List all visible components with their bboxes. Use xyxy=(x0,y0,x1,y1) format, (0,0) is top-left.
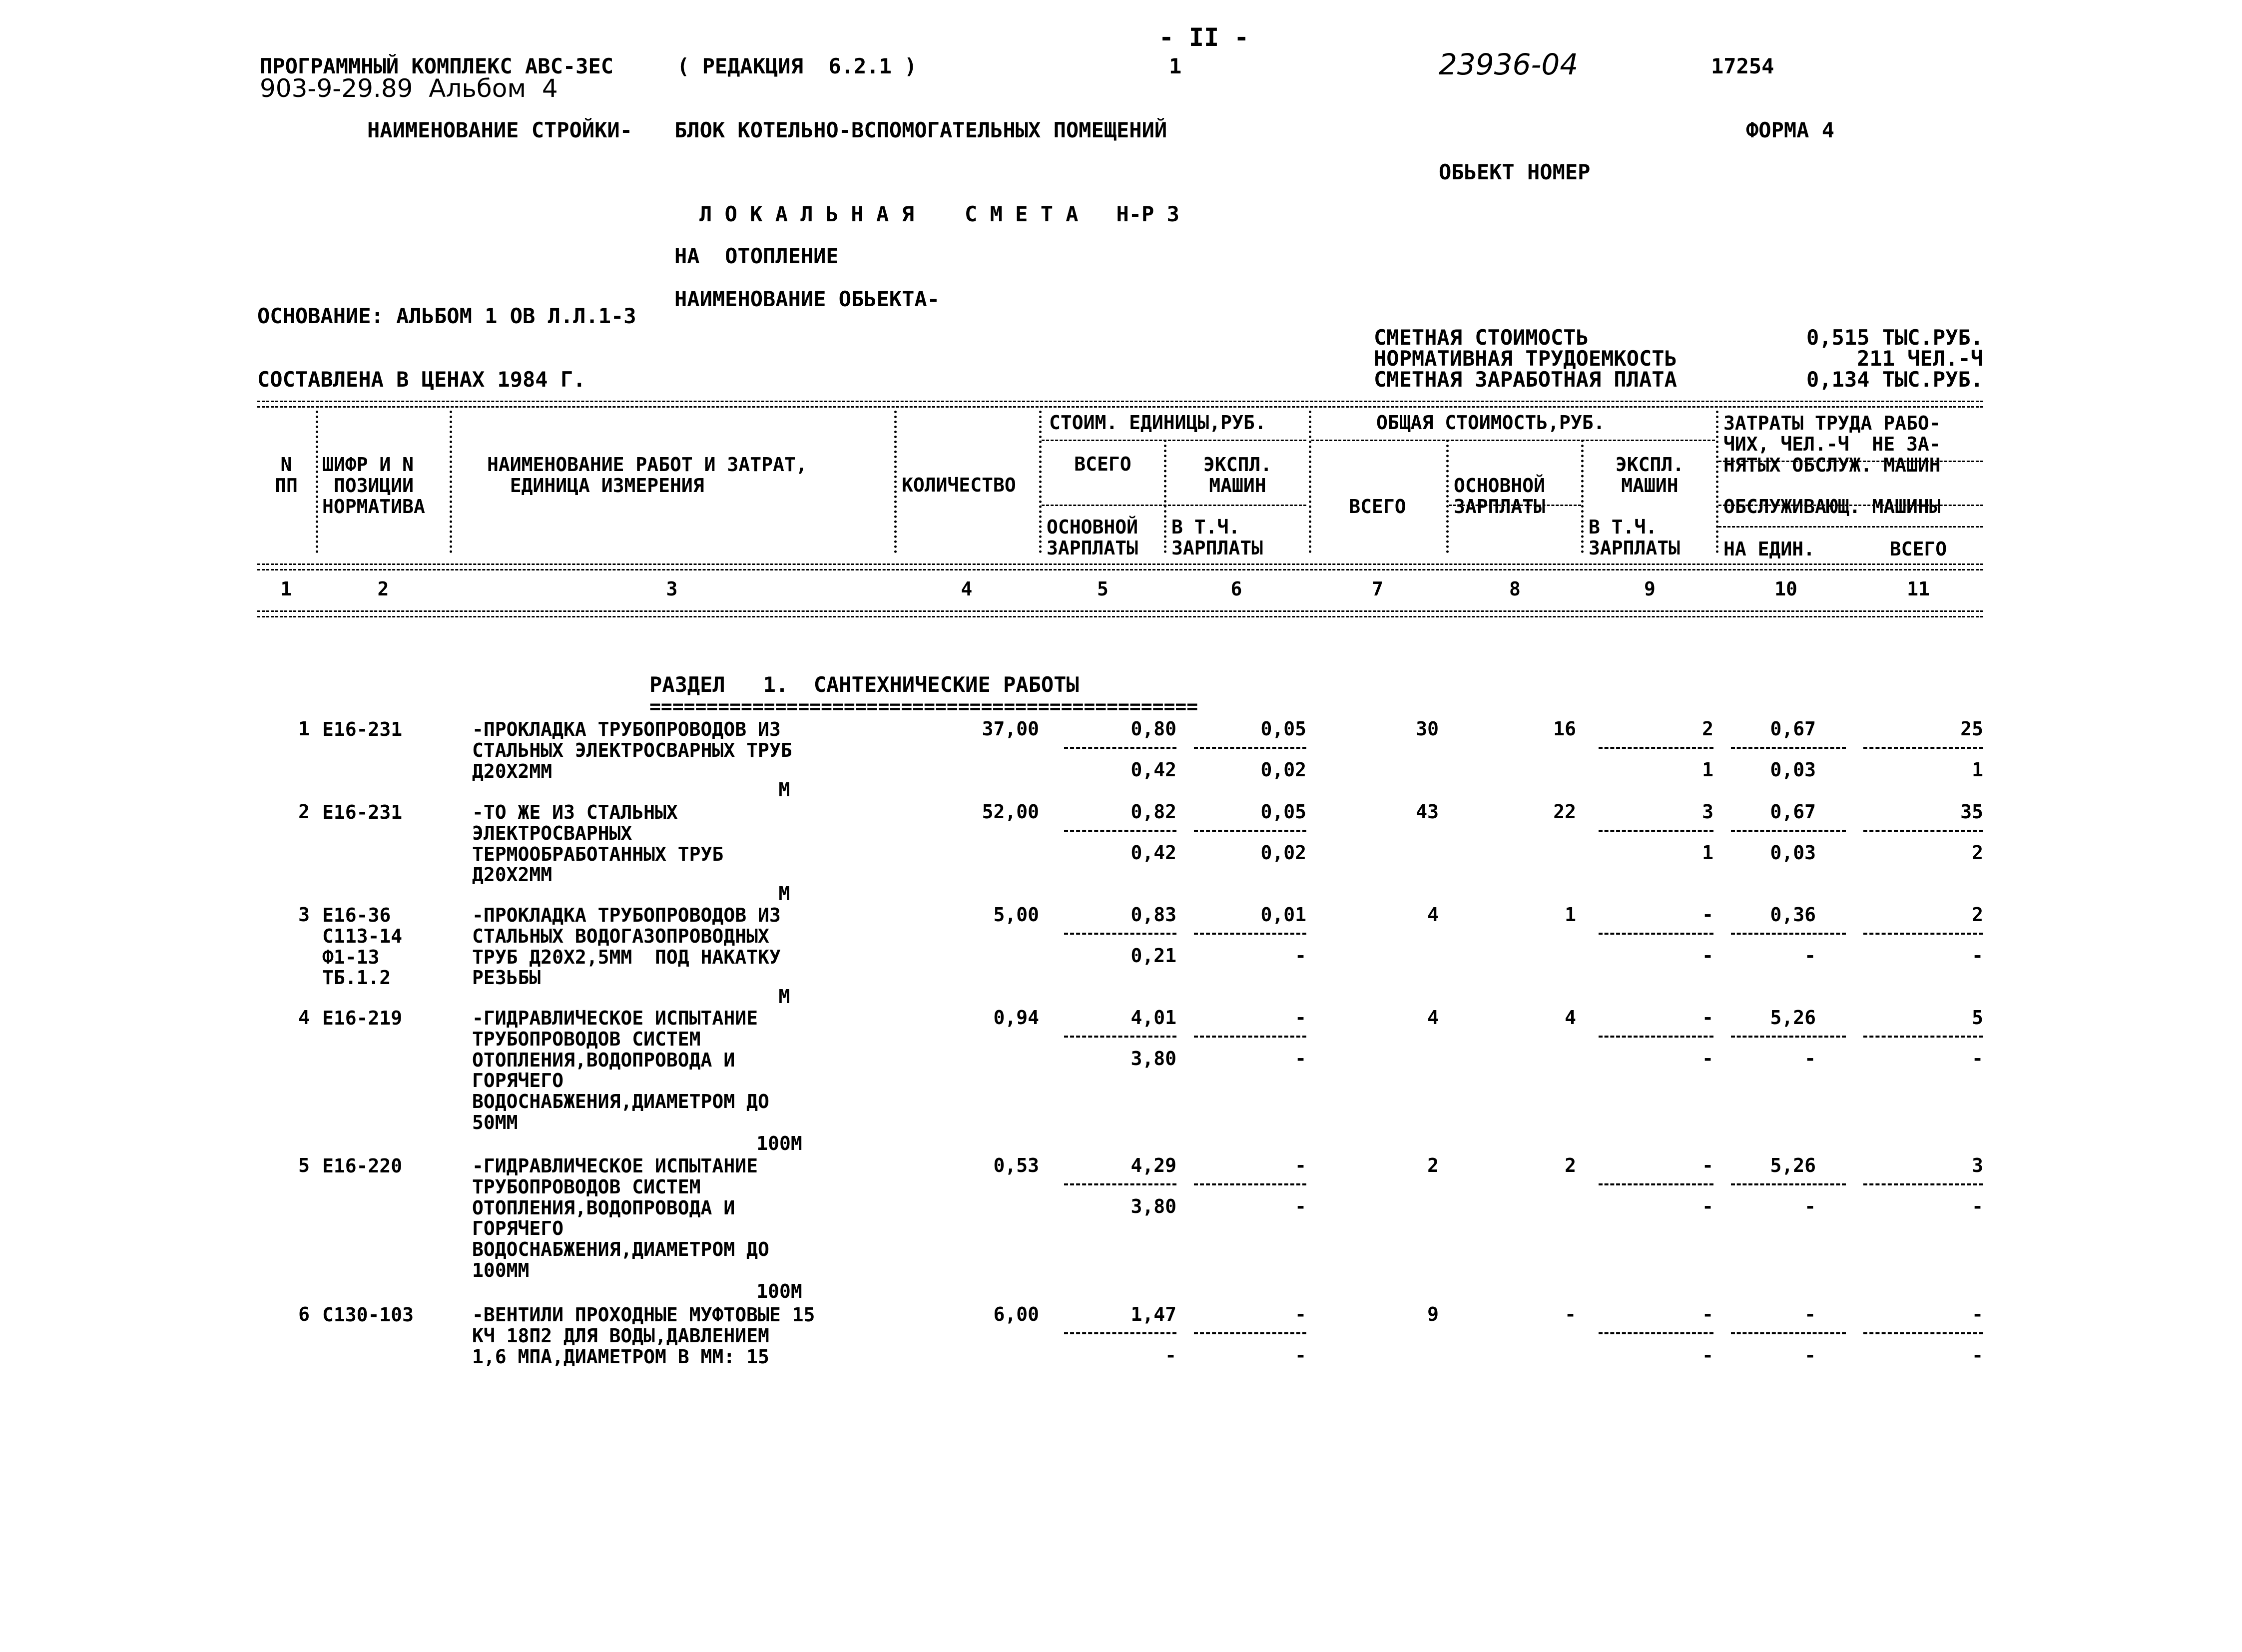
cell-divider xyxy=(1863,1332,1983,1334)
row-service-unit: 0,03 xyxy=(1770,842,1816,864)
row-total-machines: - xyxy=(1702,904,1713,926)
row-unit-wage: 0,42 xyxy=(1130,842,1176,864)
row-quantity: 37,00 xyxy=(982,718,1039,740)
page-number: - II - xyxy=(1158,23,1249,52)
row-labor-unit: 0,67 xyxy=(1770,718,1816,740)
summary-label-wage: СМЕТНАЯ ЗАРАБОТНАЯ ПЛАТА xyxy=(1374,367,1677,392)
object-name-label: НАИМЕНОВАНИЕ ОБЬЕКТА- xyxy=(674,287,940,311)
cell-divider xyxy=(1731,1183,1846,1185)
col-divider xyxy=(894,411,902,553)
row-labor-unit: 5,26 xyxy=(1770,1154,1816,1176)
row-name: -ПРОКЛАДКА ТРУБОПРОВОДОВ ИЗ СТАЛЬНЫХ ЭЛЕКТРОСВАРНЫХ ТРУБ Д20Х2ММ xyxy=(472,718,792,782)
construction-value: БЛОК КОТЕЛЬНО-ВСПОМОГАТЕЛЬНЫХ ПОМЕЩЕНИЙ xyxy=(674,118,1167,142)
header-labor-serv: ОБСЛУЖИВАЮЩ. МАШИНЫ xyxy=(1723,496,1941,518)
row-labor-unit: 0,67 xyxy=(1770,801,1816,823)
table-top-rule xyxy=(257,401,1983,408)
col-divider xyxy=(1309,411,1316,553)
row-total-wage: 4 xyxy=(1565,1007,1576,1029)
column-number: 4 xyxy=(961,578,973,600)
column-number: 3 xyxy=(666,578,678,600)
row-labor-unit: 5,26 xyxy=(1770,1007,1816,1029)
cell-divider xyxy=(1194,1183,1306,1185)
cell-divider xyxy=(1599,1332,1713,1334)
row-unit-price: 4,01 xyxy=(1130,1007,1176,1029)
row-service-total: - xyxy=(1972,1344,1983,1366)
row-unit-price: 1,47 xyxy=(1130,1303,1176,1325)
column-number: 5 xyxy=(1097,578,1109,600)
header-col-code: ШИФР И N ПОЗИЦИИ НОРМАТИВА xyxy=(322,454,425,518)
row-unit-price: 0,82 xyxy=(1130,801,1176,823)
cell-divider xyxy=(1863,1183,1983,1185)
row-unit-wage: 0,21 xyxy=(1130,945,1176,967)
cell-divider xyxy=(1064,1332,1176,1334)
row-unit: М xyxy=(778,883,790,905)
row-total-machines: 3 xyxy=(1702,801,1713,823)
header-unit-incl: В Т.Ч. ЗАРПЛАТЫ xyxy=(1171,516,1263,559)
header-rule xyxy=(1042,440,1306,441)
section-underline: ================================================ xyxy=(649,695,1198,717)
row-service-unit: - xyxy=(1804,1195,1816,1217)
column-number: 10 xyxy=(1774,578,1797,600)
row-unit-machines: - xyxy=(1295,1154,1306,1176)
row-total-machines: - xyxy=(1702,1007,1713,1029)
album-reference: 903-9-29.89 Альбом 4 xyxy=(260,74,558,103)
cell-divider xyxy=(1194,830,1306,832)
row-quantity: 0,53 xyxy=(993,1154,1039,1176)
row-code: Е16-231 xyxy=(322,718,403,740)
row-unit-machines: - xyxy=(1295,1007,1306,1029)
header-unit-total: ВСЕГО xyxy=(1074,453,1131,475)
row-unit-machines: 0,05 xyxy=(1260,718,1306,740)
header-total-mach: ЭКСПЛ. МАШИН xyxy=(1615,454,1684,497)
row-unit: 100М xyxy=(756,1132,802,1154)
column-number: 1 xyxy=(280,578,292,600)
header-total-wage: ОСНОВНОЙ ЗАРПЛАТЫ xyxy=(1454,475,1546,518)
cell-divider xyxy=(1863,830,1983,832)
form-label: ФОРМА 4 xyxy=(1746,118,1835,142)
header-total-incl: В Т.Ч. ЗАРПЛАТЫ xyxy=(1589,516,1681,559)
header-total-cost: ОБЩАЯ СТОИМОСТЬ,РУБ. xyxy=(1376,412,1605,434)
cell-divider xyxy=(1731,1332,1846,1334)
row-unit-wage: 0,42 xyxy=(1130,759,1176,781)
row-number: 4 xyxy=(298,1007,310,1029)
construction-label: НАИМЕНОВАНИЕ СТРОЙКИ- xyxy=(367,118,633,142)
row-unit-machines: 0,05 xyxy=(1260,801,1306,823)
header-rule xyxy=(1718,526,1983,528)
row-service-unit: - xyxy=(1804,1048,1816,1070)
row-labor-total: 25 xyxy=(1960,718,1983,740)
row-labor-total: 2 xyxy=(1972,904,1983,926)
row-unit: М xyxy=(778,779,790,801)
basis-label: ОСНОВАНИЕ: АЛЬБОМ 1 ОВ Л.Л.1-3 xyxy=(257,304,636,328)
row-labor-total: 5 xyxy=(1972,1007,1983,1029)
row-unit-machines: 0,01 xyxy=(1260,904,1306,926)
column-number: 9 xyxy=(1644,578,1656,600)
row-total-machine-wage: 1 xyxy=(1702,842,1713,864)
row-unit: М xyxy=(778,986,790,1008)
summary-value-cost: 0,515 ТЫС.РУБ. xyxy=(1806,325,1983,350)
column-number: 11 xyxy=(1907,578,1930,600)
row-unit-machine-wage: - xyxy=(1295,945,1306,967)
row-total-wage: 1 xyxy=(1565,904,1576,926)
row-unit: 100М xyxy=(756,1280,802,1302)
document-subtitle: НА ОТОПЛЕНИЕ xyxy=(674,244,839,268)
document-code: 17254 xyxy=(1711,54,1774,78)
row-service-total: - xyxy=(1972,945,1983,967)
cell-divider xyxy=(1731,933,1846,935)
row-number: 3 xyxy=(298,904,310,926)
header-unit-cost: СТОИМ. ЕДИНИЦЫ,РУБ. xyxy=(1049,412,1266,434)
row-unit-wage: - xyxy=(1165,1344,1176,1366)
summary-label-labor: НОРМАТИВНАЯ ТРУДОЕМКОСТЬ xyxy=(1374,346,1677,371)
row-unit-machine-wage: 0,02 xyxy=(1260,842,1306,864)
col-divider xyxy=(450,411,457,553)
row-service-total: - xyxy=(1972,1048,1983,1070)
row-total-cost: 4 xyxy=(1427,1007,1439,1029)
row-unit-machine-wage: - xyxy=(1295,1195,1306,1217)
row-total-cost: 43 xyxy=(1416,801,1439,823)
row-service-total: - xyxy=(1972,1195,1983,1217)
row-quantity: 5,00 xyxy=(993,904,1039,926)
row-code: Е16-220 xyxy=(322,1155,403,1177)
row-service-unit: - xyxy=(1804,1344,1816,1366)
row-total-cost: 2 xyxy=(1427,1154,1439,1176)
row-number: 5 xyxy=(298,1154,310,1176)
row-total-wage: 2 xyxy=(1565,1154,1576,1176)
cell-divider xyxy=(1599,1036,1713,1038)
header-numbers-top-rule xyxy=(257,563,1983,570)
row-total-machine-wage: 1 xyxy=(1702,759,1713,781)
cell-divider xyxy=(1194,1332,1306,1334)
cell-divider xyxy=(1194,933,1306,935)
col-divider xyxy=(1039,411,1047,553)
column-number: 6 xyxy=(1230,578,1242,600)
cell-divider xyxy=(1731,747,1846,749)
column-number: 2 xyxy=(377,578,389,600)
row-labor-unit: 0,36 xyxy=(1770,904,1816,926)
header-labor: ЗАТРАТЫ ТРУДА РАБО- ЧИХ, ЧЕЛ.-Ч НЕ ЗА- НЯТЫХ ОБСЛУЖ. МАШИН xyxy=(1723,412,1941,476)
row-quantity: 0,94 xyxy=(993,1007,1039,1029)
cell-divider xyxy=(1064,830,1176,832)
cell-divider xyxy=(1064,1036,1176,1038)
header-rule xyxy=(1042,505,1306,506)
row-labor-total: 3 xyxy=(1972,1154,1983,1176)
column-number: 7 xyxy=(1372,578,1383,600)
row-service-total: 2 xyxy=(1972,842,1983,864)
row-unit-wage: 3,80 xyxy=(1130,1195,1176,1217)
row-unit-machine-wage: - xyxy=(1295,1048,1306,1070)
cell-divider xyxy=(1863,933,1983,935)
header-unit-mach: ЭКСПЛ. МАШИН xyxy=(1203,454,1272,497)
row-unit-machine-wage: 0,02 xyxy=(1260,759,1306,781)
cell-divider xyxy=(1863,747,1983,749)
row-total-cost: 4 xyxy=(1427,904,1439,926)
row-quantity: 52,00 xyxy=(982,801,1039,823)
cell-divider xyxy=(1599,1183,1713,1185)
row-code: Е16-231 xyxy=(322,801,403,823)
row-unit-wage: 3,80 xyxy=(1130,1048,1176,1070)
row-service-unit: - xyxy=(1804,945,1816,967)
row-quantity: 6,00 xyxy=(993,1303,1039,1325)
row-number: 2 xyxy=(298,801,310,823)
row-service-unit: 0,03 xyxy=(1770,759,1816,781)
cell-divider xyxy=(1731,830,1846,832)
section-title: РАЗДЕЛ 1. САНТЕХНИЧЕСКИЕ РАБОТЫ xyxy=(649,672,1079,697)
row-total-machines: - xyxy=(1702,1303,1713,1325)
document-number: 23936-04 xyxy=(1439,47,1579,81)
header-col-name: НАИМЕНОВАНИЕ РАБОТ И ЗАТРАТ, ЕДИНИЦА ИЗМЕРЕНИЯ xyxy=(487,454,807,497)
cell-divider xyxy=(1599,933,1713,935)
row-unit-price: 0,83 xyxy=(1130,904,1176,926)
row-labor-total: 35 xyxy=(1960,801,1983,823)
col-divider xyxy=(1716,411,1723,553)
object-number-label: ОБЬЕКТ НОМЕР xyxy=(1439,160,1591,184)
summary-label-cost: СМЕТНАЯ СТОИМОСТЬ xyxy=(1374,325,1589,350)
row-total-machine-wage: - xyxy=(1702,1344,1713,1366)
prices-basis: СОСТАВЛЕНА В ЦЕНАХ 1984 Г. xyxy=(257,367,586,392)
row-name: -ГИДРАВЛИЧЕСКОЕ ИСПЫТАНИЕ ТРУБОПРОВОДОВ СИСТЕМ ОТОПЛЕНИЯ,ВОДОПРОВОДА И ГОРЯЧЕГО ВОДОСНАБЖЕНИЯ,ДИАМЕТРОМ ДО 100ММ xyxy=(472,1155,769,1281)
cell-divider xyxy=(1064,747,1176,749)
row-unit-machine-wage: - xyxy=(1295,1344,1306,1366)
cell-divider xyxy=(1064,1183,1176,1185)
row-number: 1 xyxy=(298,718,310,740)
row-labor-total: - xyxy=(1972,1303,1983,1325)
document-title: Л О К А Л Ь Н А Я С М Е Т А Н-Р 3 xyxy=(699,202,1179,226)
row-name: -ПРОКЛАДКА ТРУБОПРОВОДОВ ИЗ СТАЛЬНЫХ ВОДОГАЗОПРОВОДНЫХ ТРУБ Д20Х2,5ММ ПОД НАКАТКУ РЕЗЬБЫ xyxy=(472,904,781,989)
row-unit-price: 4,29 xyxy=(1130,1154,1176,1176)
sheet-number: 1 xyxy=(1169,54,1182,78)
row-total-wage: - xyxy=(1565,1303,1576,1325)
col-divider xyxy=(1446,440,1454,553)
summary-value-labor: 211 ЧЕЛ.-Ч xyxy=(1857,346,1983,371)
row-name: -ТО ЖЕ ИЗ СТАЛЬНЫХ ЭЛЕКТРОСВАРНЫХ ТЕРМООБРАБОТАННЫХ ТРУБ Д20Х2ММ xyxy=(472,801,724,886)
row-total-machines: 2 xyxy=(1702,718,1713,740)
cell-divider xyxy=(1599,747,1713,749)
program-edition: ( РЕДАКЦИЯ 6.2.1 ) xyxy=(677,54,917,78)
program-name: ПРОГРАММНЫЙ КОМПЛЕКС АВС-ЗЕС xyxy=(260,54,614,78)
row-name: -ГИДРАВЛИЧЕСКОЕ ИСПЫТАНИЕ ТРУБОПРОВОДОВ СИСТЕМ ОТОПЛЕНИЯ,ВОДОПРОВОДА И ГОРЯЧЕГО ВОДОСНАБЖЕНИЯ,ДИАМЕТРОМ ДО 50ММ xyxy=(472,1007,769,1133)
cell-divider xyxy=(1194,747,1306,749)
row-total-machine-wage: - xyxy=(1702,1195,1713,1217)
column-number: 8 xyxy=(1509,578,1521,600)
row-total-wage: 22 xyxy=(1553,801,1576,823)
header-unit-wage: ОСНОВНОЙ ЗАРПЛАТЫ xyxy=(1047,516,1138,559)
cell-divider xyxy=(1731,1036,1846,1038)
header-bottom-rule xyxy=(257,610,1983,617)
row-code: С130-103 xyxy=(322,1304,414,1326)
row-code: Е16-219 xyxy=(322,1007,403,1029)
summary-value-wage: 0,134 ТЫС.РУБ. xyxy=(1806,367,1983,392)
header-col-qty: КОЛИЧЕСТВО xyxy=(902,474,1016,496)
header-labor-total: ВСЕГО xyxy=(1889,538,1947,560)
cell-divider xyxy=(1064,933,1176,935)
cell-divider xyxy=(1863,1036,1983,1038)
row-total-machines: - xyxy=(1702,1154,1713,1176)
cell-divider xyxy=(1194,1036,1306,1038)
row-code: Е16-36 С113-14 Ф1-13 ТБ.1.2 xyxy=(322,904,403,989)
header-labor-unit: НА ЕДИН. xyxy=(1723,538,1815,560)
cell-divider xyxy=(1599,830,1713,832)
row-number: 6 xyxy=(298,1303,310,1325)
row-name: -ВЕНТИЛИ ПРОХОДНЫЕ МУФТОВЫЕ 15 КЧ 18П2 ДЛЯ ВОДЫ,ДАВЛЕНИЕМ 1,6 МПА,ДИАМЕТРОМ В ММ: 15 xyxy=(472,1304,815,1368)
row-total-wage: 16 xyxy=(1553,718,1576,740)
row-total-cost: 30 xyxy=(1416,718,1439,740)
header-rule xyxy=(1311,440,1715,441)
row-total-cost: 9 xyxy=(1427,1303,1439,1325)
row-total-machine-wage: - xyxy=(1702,945,1713,967)
header-total-all: ВСЕГО xyxy=(1349,496,1406,518)
row-unit-price: 0,80 xyxy=(1130,718,1176,740)
row-unit-machines: - xyxy=(1295,1303,1306,1325)
header-col-no: N ПП xyxy=(275,454,298,497)
row-labor-unit: - xyxy=(1804,1303,1816,1325)
row-service-total: 1 xyxy=(1972,759,1983,781)
row-total-machine-wage: - xyxy=(1702,1048,1713,1070)
